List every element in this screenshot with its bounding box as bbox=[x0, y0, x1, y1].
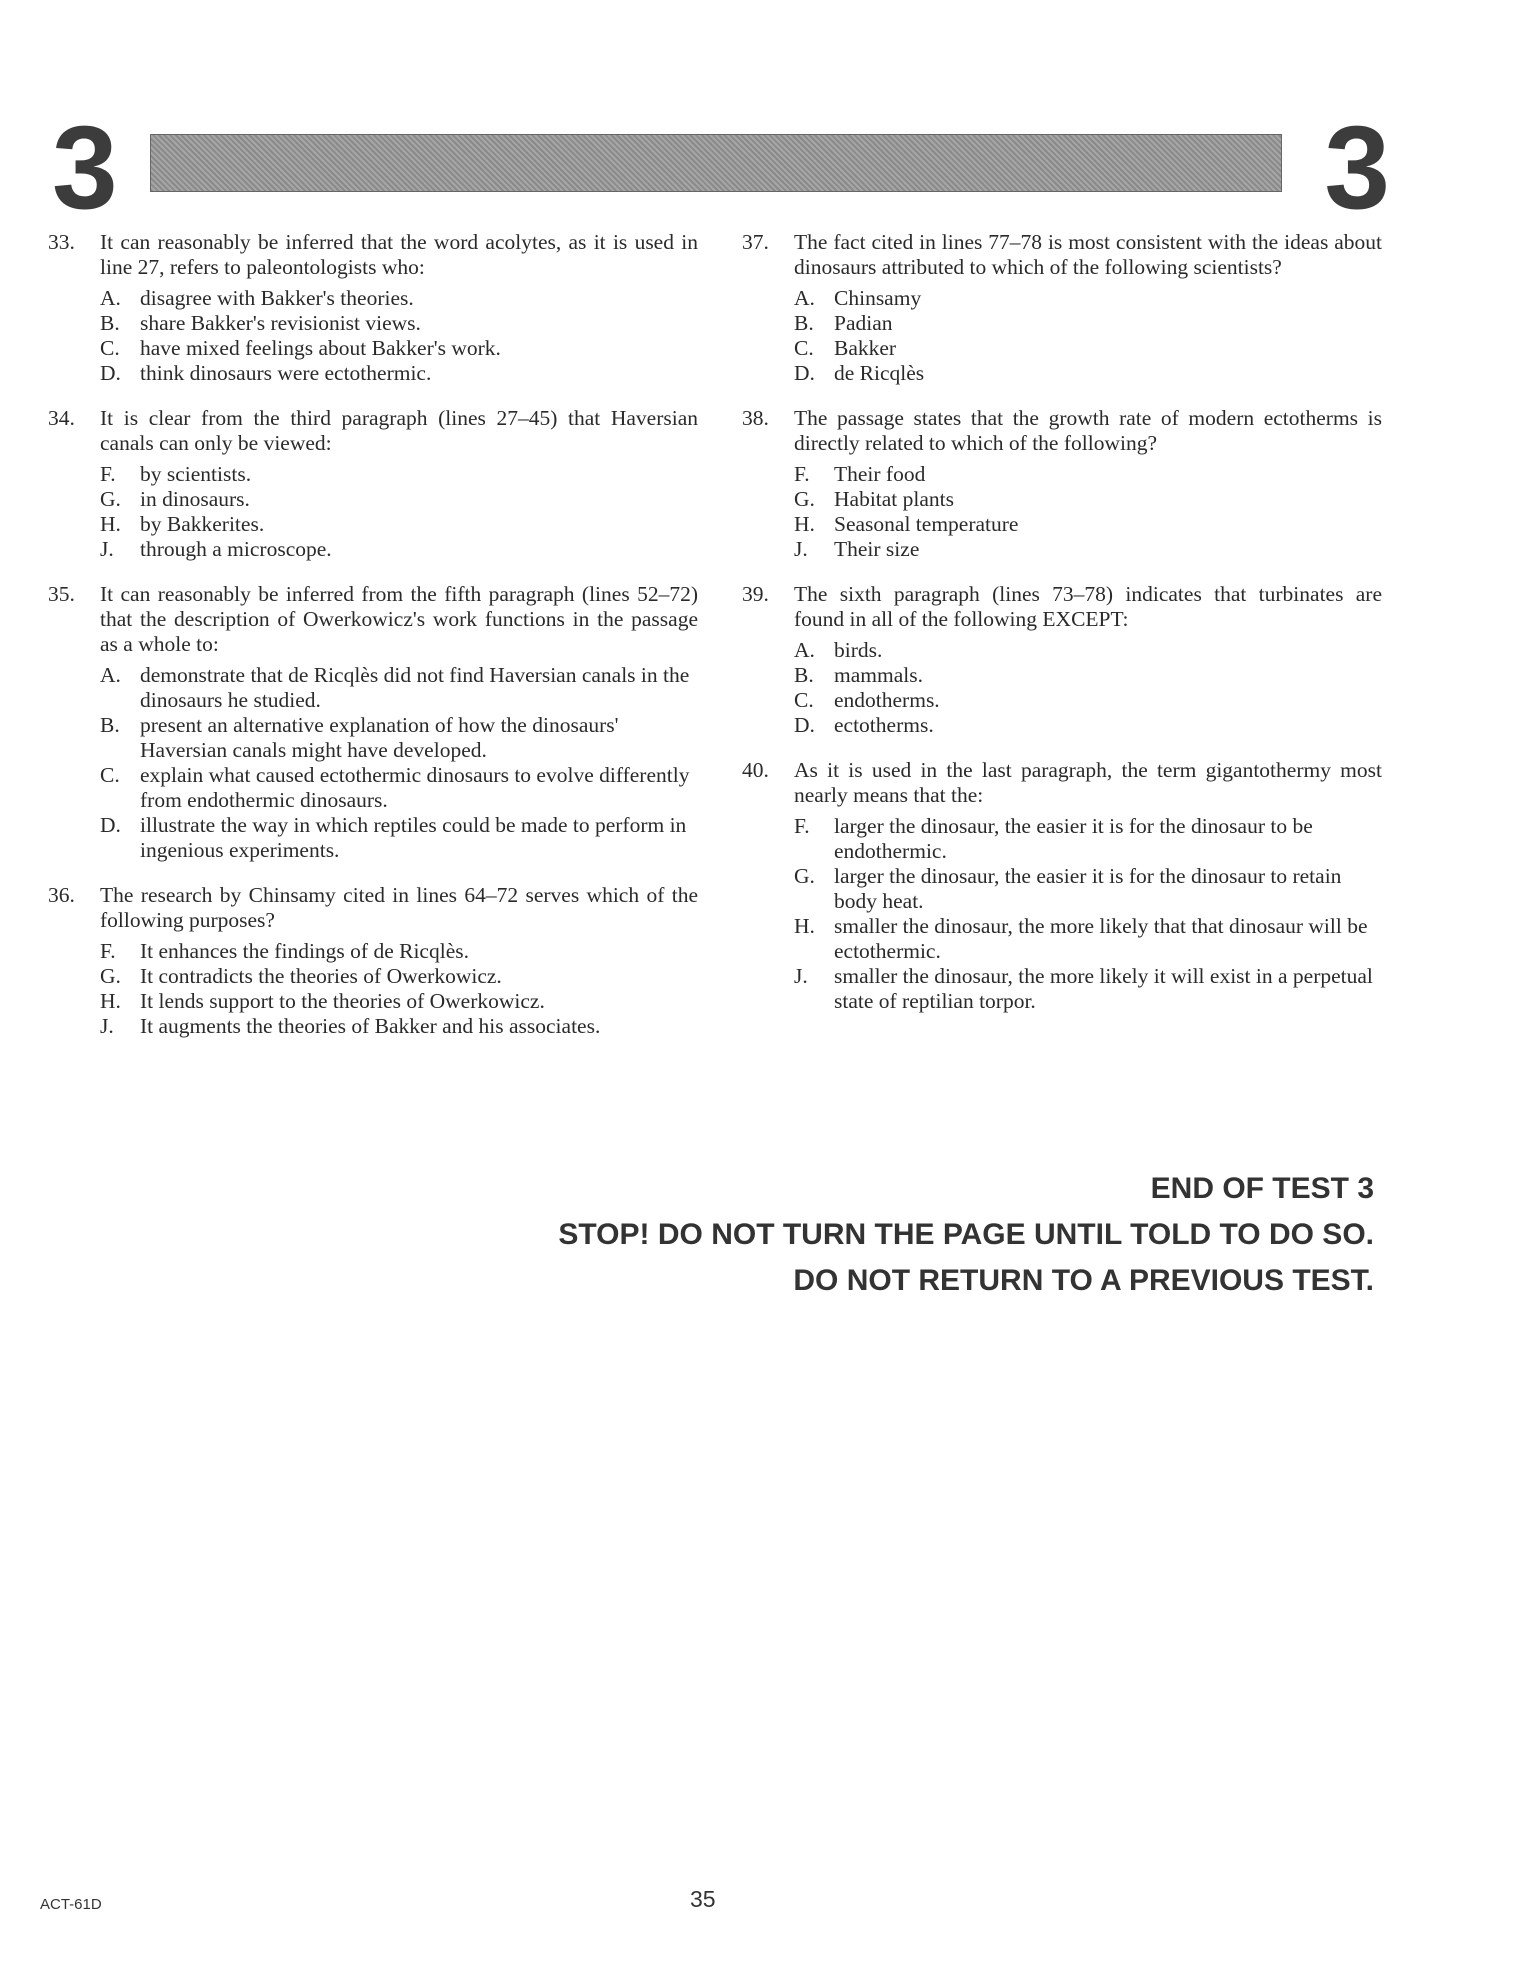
choice-text: de Ricqlès bbox=[834, 361, 925, 385]
answer-choice bbox=[100, 336, 698, 361]
choice-text: have mixed feelings about Bakker's work. bbox=[140, 336, 501, 360]
question-stem bbox=[742, 406, 1382, 456]
choice-text: share Bakker's revisionist views. bbox=[140, 311, 421, 335]
choice-text: demonstrate that de Ricqlès did not find Haversian canals in the dinosaurs he studied. bbox=[140, 663, 690, 712]
question-item bbox=[742, 406, 1382, 562]
answer-choice bbox=[100, 462, 698, 487]
answer-choice bbox=[794, 814, 1382, 864]
question-item bbox=[48, 883, 698, 1039]
answer-choice bbox=[100, 989, 698, 1014]
section-banner-bar bbox=[150, 134, 1282, 192]
choice-letter: G. bbox=[100, 964, 121, 988]
question-stem bbox=[48, 582, 698, 657]
answer-choices bbox=[100, 663, 698, 863]
choice-letter: F. bbox=[100, 939, 116, 963]
answer-choice bbox=[794, 336, 1382, 361]
question-number: 33. bbox=[48, 230, 75, 254]
choice-letter: A. bbox=[794, 638, 815, 662]
choice-text: Seasonal temperature bbox=[834, 512, 1019, 536]
choice-letter: A. bbox=[100, 663, 121, 687]
choice-letter: D. bbox=[100, 361, 121, 385]
choice-text: by Bakkerites. bbox=[140, 512, 265, 536]
answer-choice bbox=[100, 537, 698, 562]
choice-text: It lends support to the theories of Owerkowicz. bbox=[140, 989, 545, 1013]
answer-choice bbox=[794, 361, 1382, 386]
section-number-right: 3 bbox=[1324, 102, 1390, 234]
question-text: It can reasonably be inferred that the word acolytes, as it is used in line 27, refers to paleontologists who: bbox=[100, 230, 698, 279]
section-number-left: 3 bbox=[52, 102, 118, 234]
section-header bbox=[40, 102, 1390, 234]
answer-choice bbox=[794, 638, 1382, 663]
question-item bbox=[742, 230, 1382, 386]
question-item bbox=[48, 582, 698, 863]
left-question-column bbox=[48, 230, 698, 1059]
choice-text: larger the dinosaur, the easier it is for the dinosaur to be endothermic. bbox=[834, 814, 1313, 863]
choice-letter: C. bbox=[100, 336, 120, 360]
question-number: 38. bbox=[742, 406, 769, 430]
question-number: 36. bbox=[48, 883, 75, 907]
choice-text: in dinosaurs. bbox=[140, 487, 250, 511]
choice-letter: H. bbox=[100, 512, 121, 536]
question-number: 39. bbox=[742, 582, 769, 606]
form-code: ACT-61D bbox=[40, 1896, 102, 1913]
choice-letter: F. bbox=[794, 462, 810, 486]
answer-choice bbox=[794, 663, 1382, 688]
end-of-test-title: END OF TEST 3 bbox=[1150, 1172, 1374, 1205]
answer-choice bbox=[794, 512, 1382, 537]
answer-choice bbox=[794, 713, 1382, 738]
question-text: The passage states that the growth rate of modern ectotherms is directly related to which of the following? bbox=[794, 406, 1382, 455]
question-text: It can reasonably be inferred from the fifth paragraph (lines 52–72) that the description of Owerkowicz's work functions in the passage as a whole to: bbox=[100, 582, 698, 656]
choice-text: disagree with Bakker's theories. bbox=[140, 286, 414, 310]
answer-choices bbox=[100, 286, 698, 386]
question-stem bbox=[48, 230, 698, 280]
choice-letter: H. bbox=[794, 914, 815, 938]
choice-letter: F. bbox=[794, 814, 810, 838]
no-return-instruction: DO NOT RETURN TO A PREVIOUS TEST. bbox=[793, 1264, 1374, 1297]
question-stem bbox=[742, 758, 1382, 808]
question-stem bbox=[742, 582, 1382, 632]
end-of-test-notice bbox=[558, 1170, 1374, 1308]
answer-choice bbox=[794, 286, 1382, 311]
answer-choices bbox=[794, 638, 1382, 738]
question-stem bbox=[48, 406, 698, 456]
choice-text: It contradicts the theories of Owerkowicz. bbox=[140, 964, 502, 988]
answer-choice bbox=[794, 688, 1382, 713]
choice-letter: B. bbox=[794, 663, 814, 687]
choice-letter: G. bbox=[794, 487, 815, 511]
answer-choices bbox=[794, 462, 1382, 562]
choice-letter: C. bbox=[100, 763, 120, 787]
choice-text: through a microscope. bbox=[140, 537, 332, 561]
choice-letter: D. bbox=[100, 813, 121, 837]
answer-choice bbox=[100, 964, 698, 989]
choice-text: by scientists. bbox=[140, 462, 252, 486]
choice-letter: A. bbox=[100, 286, 121, 310]
answer-choice bbox=[100, 1014, 698, 1039]
stop-instruction: STOP! DO NOT TURN THE PAGE UNTIL TOLD TO DO SO. bbox=[558, 1218, 1374, 1251]
choice-letter: G. bbox=[100, 487, 121, 511]
answer-choices bbox=[100, 462, 698, 562]
choice-text: Their food bbox=[834, 462, 926, 486]
question-text: The sixth paragraph (lines 73–78) indicates that turbinates are found in all of the following EXCEPT: bbox=[794, 582, 1382, 631]
choice-letter: B. bbox=[794, 311, 814, 335]
answer-choices bbox=[100, 939, 698, 1039]
choice-text: larger the dinosaur, the easier it is for the dinosaur to retain body heat. bbox=[834, 864, 1342, 913]
answer-choice bbox=[100, 286, 698, 311]
question-text: It is clear from the third paragraph (lines 27–45) that Haversian canals can only be viewed: bbox=[100, 406, 698, 455]
choice-text: Padian bbox=[834, 311, 893, 335]
choice-text: explain what caused ectothermic dinosaurs to evolve differently from endothermic dinosaurs. bbox=[140, 763, 690, 812]
choice-text: ectotherms. bbox=[834, 713, 934, 737]
question-text: As it is used in the last paragraph, the term gigantothermy most nearly means that the: bbox=[794, 758, 1382, 807]
question-text: The research by Chinsamy cited in lines 64–72 serves which of the following purposes? bbox=[100, 883, 698, 932]
choice-text: smaller the dinosaur, the more likely that that dinosaur will be ectothermic. bbox=[834, 914, 1368, 963]
choice-letter: A. bbox=[794, 286, 815, 310]
answer-choice bbox=[794, 914, 1382, 964]
choice-letter: H. bbox=[794, 512, 815, 536]
choice-text: smaller the dinosaur, the more likely it will exist in a perpetual state of reptilian torpor. bbox=[834, 964, 1373, 1013]
choice-text: Their size bbox=[834, 537, 920, 561]
choice-text: think dinosaurs were ectothermic. bbox=[140, 361, 432, 385]
answer-choice bbox=[794, 864, 1382, 914]
choice-letter: F. bbox=[100, 462, 116, 486]
question-item bbox=[48, 230, 698, 386]
question-number: 35. bbox=[48, 582, 75, 606]
question-item bbox=[742, 758, 1382, 1014]
answer-choice bbox=[100, 713, 698, 763]
answer-choice bbox=[100, 939, 698, 964]
choice-letter: D. bbox=[794, 713, 815, 737]
question-item bbox=[742, 582, 1382, 738]
choice-letter: G. bbox=[794, 864, 815, 888]
answer-choice bbox=[100, 813, 698, 863]
choice-letter: D. bbox=[794, 361, 815, 385]
question-stem bbox=[48, 883, 698, 933]
choice-text: It augments the theories of Bakker and his associates. bbox=[140, 1014, 601, 1038]
choice-text: endotherms. bbox=[834, 688, 940, 712]
choice-letter: J. bbox=[100, 537, 114, 561]
answer-choice bbox=[100, 311, 698, 336]
question-number: 34. bbox=[48, 406, 75, 430]
choice-letter: H. bbox=[100, 989, 121, 1013]
question-number: 37. bbox=[742, 230, 769, 254]
choice-letter: J. bbox=[794, 964, 808, 988]
choice-letter: J. bbox=[794, 537, 808, 561]
choice-text: mammals. bbox=[834, 663, 923, 687]
choice-letter: C. bbox=[794, 688, 814, 712]
answer-choice bbox=[100, 763, 698, 813]
question-item bbox=[48, 406, 698, 562]
answer-choice bbox=[100, 663, 698, 713]
right-question-column bbox=[742, 230, 1382, 1034]
answer-choice bbox=[794, 537, 1382, 562]
answer-choice bbox=[100, 512, 698, 537]
answer-choices bbox=[794, 286, 1382, 386]
choice-text: Chinsamy bbox=[834, 286, 922, 310]
answer-choice bbox=[100, 361, 698, 386]
page-number: 35 bbox=[690, 1886, 716, 1912]
answer-choices bbox=[794, 814, 1382, 1014]
answer-choice bbox=[794, 487, 1382, 512]
choice-letter: B. bbox=[100, 311, 120, 335]
choice-letter: J. bbox=[100, 1014, 114, 1038]
choice-text: present an alternative explanation of how the dinosaurs' Haversian canals might have developed. bbox=[140, 713, 619, 762]
choice-text: It enhances the findings of de Ricqlès. bbox=[140, 939, 469, 963]
answer-choice bbox=[794, 462, 1382, 487]
question-text: The fact cited in lines 77–78 is most consistent with the ideas about dinosaurs attributed to which of the following scientists? bbox=[794, 230, 1382, 279]
choice-text: Bakker bbox=[834, 336, 897, 360]
choice-text: illustrate the way in which reptiles could be made to perform in ingenious experiments. bbox=[140, 813, 687, 862]
answer-choice bbox=[100, 487, 698, 512]
choice-letter: B. bbox=[100, 713, 120, 737]
choice-text: Habitat plants bbox=[834, 487, 955, 511]
answer-choice bbox=[794, 311, 1382, 336]
question-stem bbox=[742, 230, 1382, 280]
answer-choice bbox=[794, 964, 1382, 1014]
choice-text: birds. bbox=[834, 638, 883, 662]
choice-letter: C. bbox=[794, 336, 814, 360]
question-number: 40. bbox=[742, 758, 769, 782]
